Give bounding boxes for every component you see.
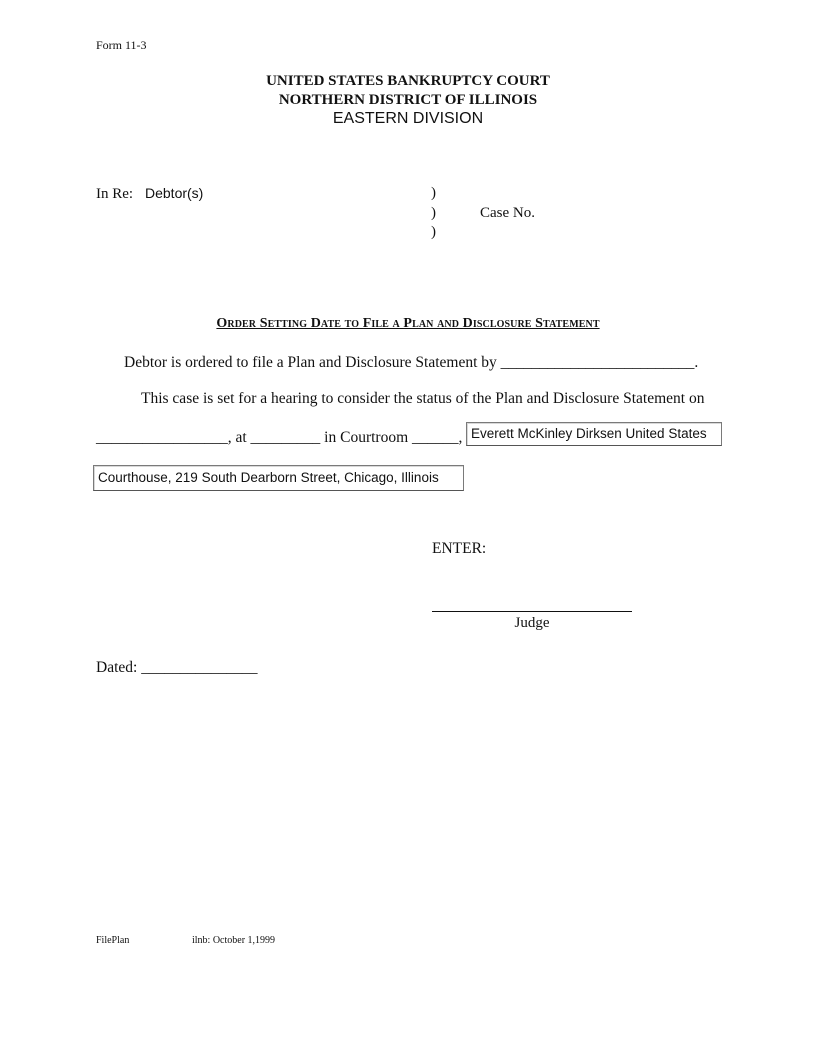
court-name: UNITED STATES BANKRUPTCY COURT xyxy=(266,73,550,89)
district-name: NORTHERN DISTRICT OF ILLINOIS xyxy=(278,92,538,108)
order-paragraph: Debtor is ordered to file a Plan and Disclosure Statement by _________________________. xyxy=(124,354,699,371)
division-name: EASTERN DIVISION xyxy=(332,110,484,127)
form-number: Form 11-3 xyxy=(96,38,147,52)
case-number-label: Case No. xyxy=(480,205,535,221)
caption-paren: ) xyxy=(431,205,436,221)
courthouse-field-line-1[interactable]: Everett McKinley Dirksen United States xyxy=(466,422,722,446)
in-re-label: In Re: xyxy=(96,186,134,202)
hearing-paragraph: This case is set for a hearing to consider the status of the Plan and Disclosure Statement on xyxy=(141,390,705,407)
courthouse-field-line-2[interactable]: Courthouse, 219 South Dearborn Street, Chicago, Illinois xyxy=(93,465,464,491)
footer-filename: FilePlan xyxy=(96,935,130,946)
judge-label: Judge xyxy=(514,615,550,631)
debtor-field[interactable]: Debtor(s) xyxy=(145,185,204,201)
judge-signature-line xyxy=(432,611,632,612)
hearing-blanks-line: _________________, at _________ in Courtroom ______, xyxy=(96,429,463,446)
footer-revision-date: ilnb: October 1,1999 xyxy=(192,935,276,946)
caption-paren: ) xyxy=(431,224,436,240)
enter-label: ENTER: xyxy=(432,540,487,557)
dated-line: Dated: _______________ xyxy=(96,659,258,676)
order-title: Order Setting Date to File a Plan and Disclosure Statement xyxy=(216,316,600,331)
caption-paren: ) xyxy=(431,185,436,201)
